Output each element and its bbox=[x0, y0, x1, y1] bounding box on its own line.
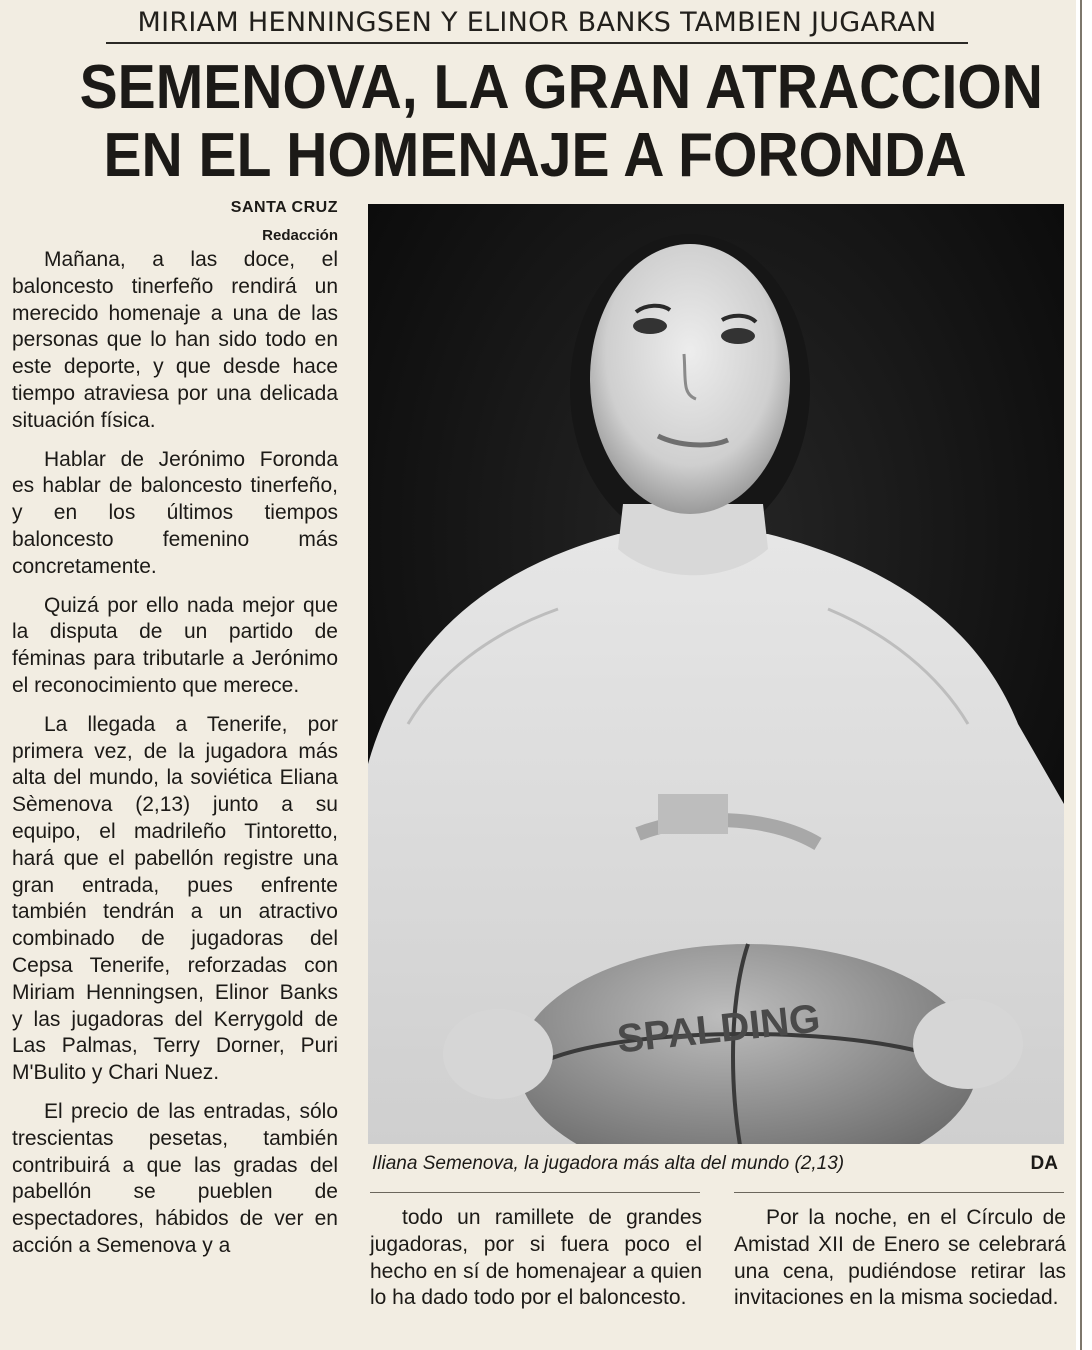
article-column-1 bbox=[12, 247, 338, 1272]
column-divider bbox=[370, 1192, 700, 1193]
page-margin bbox=[1076, 0, 1092, 1350]
column-divider bbox=[734, 1192, 1064, 1193]
photo-credit: DA bbox=[1030, 1153, 1058, 1174]
headline bbox=[79, 53, 1043, 190]
paragraph: Mañana, a las doce, el baloncesto tinerfeño rendirá un merecido homenaje a una de las personas que lo han sido todo en este deporte, y que desde hace tiempo atraviesa por una delicada situación física. bbox=[12, 248, 338, 432]
kicker: MIRIAM HENNINGSEN Y ELINOR BANKS TAMBIEN JUGARAN bbox=[106, 6, 968, 44]
scan-edge-line bbox=[1080, 0, 1082, 1350]
ball-lettering: SPALDING bbox=[615, 996, 823, 1062]
paragraph: El precio de las entradas, sólo trescientas pesetas, también contribuirá a que las gradas del pabellón se pueblen de espectadores, hábidos de ver en acción a Semenova y a bbox=[12, 1099, 338, 1257]
player-photo bbox=[368, 204, 1064, 1144]
article-column-3 bbox=[734, 1205, 1066, 1312]
byline: Redacción bbox=[262, 227, 338, 244]
paragraph: La llegada a Tenerife, por primera vez, de la jugadora más alta del mundo, la soviética Eliana Sèmenova (2,13) junto a su equipo, el madrileño Tintoretto, hará que el pabellón registre una gran entrada, pues enfrente también tendrán a un atractivo combinado de jugadoras del Cepsa Tenerife, reforzadas con Miriam Henningsen, Elinor Banks y las jugadoras del Kerrygold de Las Palmas, Terry Dorner, Puri M'Bulito y Chari Nuez. bbox=[12, 712, 338, 1085]
player-illustration bbox=[368, 204, 1064, 1144]
article-column-2 bbox=[370, 1205, 702, 1312]
paragraph: Quizá por ello nada mejor que la disputa de un partido de féminas para tributarle a Jerónimo el reconocimiento que merece. bbox=[12, 593, 338, 697]
paragraph: Hablar de Jerónimo Foronda es hablar de baloncesto tinerfeño, y en los últimos tiempos baloncesto femenino más concretamente. bbox=[12, 447, 338, 578]
photo-caption bbox=[372, 1153, 1062, 1183]
dateline: SANTA CRUZ bbox=[230, 199, 338, 216]
headline-line-1: SEMENOVA, LA GRAN ATRACCION bbox=[79, 53, 1043, 122]
paragraph: todo un ramillete de grandes jugadoras, por si fuera poco el hecho en sí de homenajear a quien lo ha dado todo por el baloncesto. bbox=[370, 1206, 702, 1310]
paragraph: Por la noche, en el Círculo de Amistad XII de Enero se celebrará una cena, pudiéndose retirar las invitaciones en la misma sociedad. bbox=[734, 1206, 1066, 1310]
headline-line-2: EN EL HOMENAJE A FORONDA bbox=[103, 121, 967, 190]
caption-text: Iliana Semenova, la jugadora más alta del mundo (2,13) bbox=[372, 1153, 845, 1174]
